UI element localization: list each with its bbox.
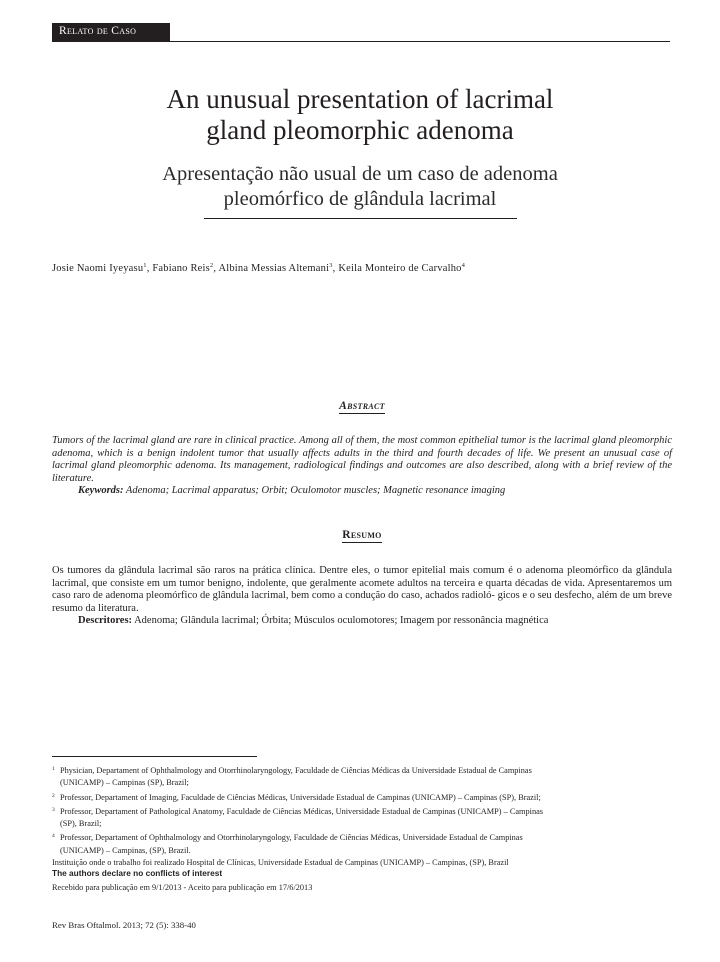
resumo-line: vida. Apresentaremos um caso raro de adenoma pleomórfico de glândula lacrimal, bem como a condução do caso, achados radioló- [52, 577, 673, 601]
abstract-line: Tumors of the lacrimal gland are rare in clinical practice. Among all of them, the most common epithelial tumor is the lacrimal gland [52, 435, 617, 446]
footnote-4: $^4$ Professor, Departament of Ophthalmology and Otorrhinolaryngology, Faculdade de Ciências Médicas, Universidade Estadual de Campinas (UNICAMP) – Campinas, (SP), Brazil. [52, 833, 523, 855]
resumo-keywords: Descritores: Adenoma; Glândula lacrimal; Órbita; Músculos oculomotores; Imagem por ressonância magnética [78, 615, 549, 626]
header-rule [170, 41, 670, 42]
author-list [52, 262, 672, 274]
abstract-line: pleomorphic adenoma, which is a benign indolent tumor that usually affects adults in the third and fourth decades of life. We present an [52, 435, 672, 459]
journal-citation: Rev Bras Oftalmol. 2013; 72 (5): 338-40 [52, 920, 196, 930]
author: Albina Messias Altemani$^3$, [218, 262, 339, 274]
resumo-heading: Resumo [342, 529, 382, 541]
footnote-rule [52, 756, 257, 757]
author: Keila Monteiro de Carvalho$^4$ [338, 262, 466, 274]
title-pt-line-2: pleomórfico de glândula lacrimal [223, 188, 497, 210]
footnote-3: $^3$ Professor, Departament of Pathological Anatomy, Faculdade de Ciências Médicas, Universidade Estadual de Campinas (UNICAMP) – Campinas (SP), Brazil; [52, 806, 544, 829]
conflict-statement: The authors declare no conflicts of interest [52, 868, 223, 878]
abstract-line: unusual case of lacrimal gland pleomorphic adenoma. Its management, radiological findings and outcomes are also described, along [52, 447, 672, 471]
footnote-1: $^1$ Physician, Departament of Ophthalmology and Otorrhinolaryngology, Faculdade de Ciências Médicas da Universidade Estadual de Campinas (UNICAMP) – Campinas (SP), Brazil; [52, 766, 532, 788]
received-dates: Recebido para publicação em 9/1/2013 - Aceito para publicação em 17/6/2013 [52, 883, 313, 892]
institution-note: Instituição onde o trabalho foi realizado Hospital de Clínicas, Universidade Estadual de Campinas (UNICAMP) – Campinas, (SP), Brazil [52, 858, 509, 868]
author: Fabiano Reis$^2$, [152, 262, 219, 274]
abstract-line: with a brief review of the literature. [52, 460, 673, 484]
resumo-line: gicos e o seu desfecho, além de um breve resumo da literatura. [52, 590, 672, 614]
title-rule [204, 218, 517, 219]
title-pt-line-1: Apresentação não usual de um caso de adenoma [162, 163, 558, 185]
footnotes [52, 763, 672, 869]
section-tag [52, 23, 170, 42]
abstract-heading: Abstract [339, 400, 385, 412]
abstract-body [52, 435, 672, 498]
article-title [80, 84, 640, 146]
abstract-keywords: Keywords: Adenoma; Lacrimal apparatus; Orbit; Oculomotor muscles; Magnetic resonance imaging [78, 485, 506, 496]
footnote-2: $^2$ Professor, Departament of Imaging, Faculdade de Ciências Médicas, Universidade Estadual de Campinas (UNICAMP) – Campinas (SP), Brazil; [52, 792, 541, 802]
title-line-2: gland pleomorphic adenoma [206, 115, 514, 145]
author: Josie Naomi Iyeyasu$^1$, [52, 262, 153, 274]
resumo-line: glândula lacrimal, que consiste em um tumor benigno, indolente, que geralmente acomete adultos na terceira e quarta décadas de [52, 565, 672, 589]
article-title-pt [80, 162, 640, 212]
section-label: Relato de Caso [59, 25, 137, 37]
resumo-body [52, 565, 672, 628]
resumo-line: Os tumores da glândula lacrimal são raros na prática clínica. Dentre eles, o tumor epitelial mais comum é o adenoma pleomórfico da [52, 565, 633, 576]
title-line-1: An unusual presentation of lacrimal [166, 84, 554, 114]
